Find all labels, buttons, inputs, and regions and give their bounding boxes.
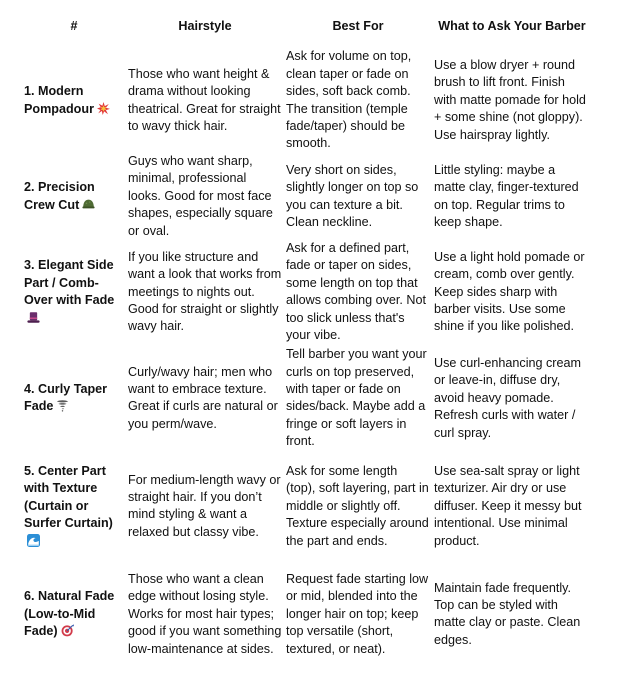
hairstyle-description: Those who want a clean edge without losing style. Works for most hair types; good if you want something low-maintenance at sides. [128, 571, 282, 656]
style-name: 2. Precision Crew Cut [24, 180, 95, 212]
bullseye-icon [61, 624, 74, 637]
table-row [22, 560, 592, 668]
style-name: 5. Center Part with Texture (Curtain or Surfer Curtain) [24, 463, 113, 531]
header-number: # [70, 19, 78, 34]
ask-barber-text: Use sea-salt spray or light texturizer. Air dry or use diffuser. Keep it messy but intentional. Use minimal product. [434, 463, 582, 548]
table-row [22, 48, 592, 153]
best-for-text: Ask for a defined part, fade or taper on sides, some length on top that allows combing over. Not too slick unless that's your vibe. [286, 241, 426, 343]
style-name: 1. Modern Pompadour [24, 84, 94, 116]
best-for-text: Request fade starting low or mid, blended into the longer hair on top; keep top versatile (short, textured, or neat). [286, 571, 429, 656]
ask-barber-text: Little styling: maybe a matte clay, finger-textured on top. Regular trims to keep shape. [434, 162, 579, 229]
hairstyle-description: Guys who want sharp, minimal, professional looks. Good for most face shapes, especially square or oval. [128, 154, 273, 238]
hairstyle-description: For medium-length wavy or straight hair. If you don’t mind styling & want a relaxed but classy vibe. [128, 472, 281, 539]
tornado-icon [56, 399, 69, 412]
table-row [22, 240, 592, 344]
table-row [22, 153, 592, 240]
water-wave-icon [27, 534, 40, 547]
ask-barber-text: Use curl-enhancing cream or leave-in, diffuse dry, avoid heavy pomade. Refresh curls with water / curl spray. [434, 355, 581, 440]
style-name-cell [22, 240, 126, 344]
best-for-text: Very short on sides, slightly longer on top so you can texture a bit. Clean neckline. [286, 162, 419, 229]
style-name-cell [22, 452, 126, 560]
best-for-text: Ask for some length (top), soft layering, part in middle or slightly off. Texture especially around the part and ends. [286, 463, 429, 548]
ask-barber-text: Use a light hold pomade or cream, comb over gently. Keep sides sharp with barber visits. Use some shine if you like polished. [434, 249, 585, 334]
hairstyle-description: If you like structure and want a look that works from meetings to nights out. Good for straight or slightly wavy hair. [128, 249, 282, 334]
style-name-cell [22, 48, 126, 153]
style-name: 3. Elegant Side Part / Comb-Over with Fade [24, 258, 115, 308]
style-name-cell [22, 560, 126, 668]
military-helmet-icon [82, 198, 95, 211]
top-hat-icon [27, 311, 40, 324]
hairstyle-table [22, 6, 592, 668]
best-for-text: Tell barber you want your curls on top preserved, with taper or fade on sides/back. Maybe add a fringe or soft layers in front. [286, 347, 427, 449]
best-for-text: Ask for volume on top, clean taper or fade on sides, soft back comb. The transition (temple fade/taper) should be smooth. [286, 49, 412, 151]
table-header-row [22, 6, 592, 48]
header-ask-barber: What to Ask Your Barber [438, 19, 586, 34]
header-hairstyle: Hairstyle [178, 19, 232, 34]
ask-barber-text: Maintain fade frequently. Top can be styled with matte clay or paste. Clean edges. [434, 580, 581, 647]
style-name-cell [22, 153, 126, 240]
style-name: 4. Curly Taper Fade [24, 382, 108, 414]
ask-barber-text: Use a blow dryer + round brush to lift front. Finish with matte pomade for hold + some shine (not gloppy). Use hairspray lightly. [434, 57, 586, 142]
collision-icon [97, 102, 110, 115]
hairstyle-description: Curly/wavy hair; men who want to embrace texture. Great if curls are natural or you perm/wave. [128, 364, 278, 431]
style-name-cell [22, 344, 126, 452]
table-row [22, 344, 592, 452]
table-row [22, 452, 592, 560]
style-name: 6. Natural Fade (Low-to-Mid Fade) [24, 589, 115, 639]
header-best-for: Best For [332, 19, 384, 34]
hairstyle-description: Those who want height & drama without looking theatrical. Great for straight to wavy thick hair. [128, 66, 281, 133]
